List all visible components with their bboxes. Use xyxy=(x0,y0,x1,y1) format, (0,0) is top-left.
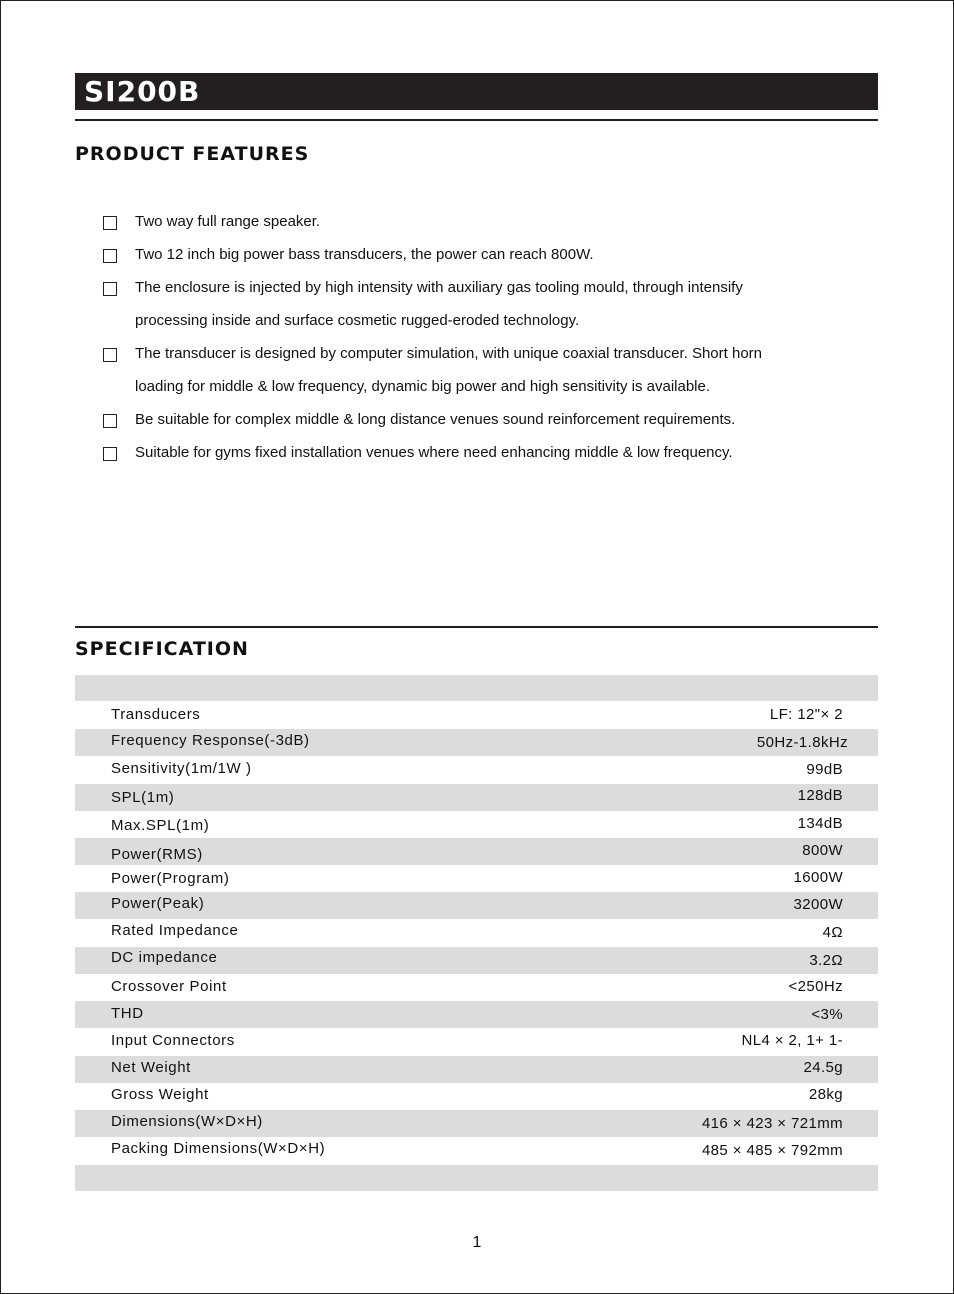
features-divider xyxy=(75,119,878,121)
feature-text: Two 12 inch big power bass transducers, the power can reach 800W. xyxy=(135,246,594,263)
spec-label: THD xyxy=(111,1005,144,1022)
table-row xyxy=(75,865,878,892)
checkbox-icon xyxy=(103,216,117,230)
spec-label: Net Weight xyxy=(111,1059,191,1076)
feature-list xyxy=(100,205,880,469)
feature-item xyxy=(100,271,880,337)
table-row xyxy=(75,1028,878,1056)
spec-table-header-band xyxy=(75,675,878,701)
table-row xyxy=(75,1110,878,1137)
features-heading: PRODUCT FEATURES xyxy=(75,143,310,165)
page-number: 1 xyxy=(472,1234,482,1251)
table-row xyxy=(75,919,878,947)
feature-text: Be suitable for complex middle & long distance venues sound reinforcement requirements. xyxy=(135,411,736,428)
checkbox-icon xyxy=(103,348,117,362)
spec-value: 4Ω xyxy=(822,924,843,941)
spec-value: 485 × 485 × 792mm xyxy=(701,1142,843,1159)
spec-table-footer-band xyxy=(75,1165,878,1191)
spec-value: 1600W xyxy=(793,869,843,886)
spec-value: 128dB xyxy=(797,787,843,804)
spec-label: SPL(1m) xyxy=(111,789,175,806)
table-row xyxy=(75,702,878,729)
spec-value: <250Hz xyxy=(788,978,843,995)
spec-label: Power(Peak) xyxy=(111,895,205,912)
specification-heading: SPECIFICATION xyxy=(75,638,249,660)
feature-item xyxy=(100,238,880,271)
spec-value: <3% xyxy=(811,1006,843,1023)
table-row xyxy=(75,974,878,1001)
model-title: SI200B xyxy=(84,75,201,108)
spec-value: 24.5g xyxy=(803,1059,843,1076)
spec-label: Power(Program) xyxy=(111,870,230,887)
spec-value: 50Hz-1.8kHz xyxy=(756,734,848,751)
spec-label: Input Connectors xyxy=(111,1032,235,1049)
table-row xyxy=(75,1056,878,1083)
checkbox-icon xyxy=(103,282,117,296)
feature-text: The enclosure is injected by high intensity with auxiliary gas tooling mould, through intensify xyxy=(135,279,743,296)
spec-label: Dimensions(W×D×H) xyxy=(111,1113,263,1130)
feature-text: Suitable for gyms fixed installation venues where need enhancing middle & low frequency. xyxy=(135,444,733,461)
feature-item xyxy=(100,205,880,238)
table-row xyxy=(75,947,878,974)
spec-label: Rated Impedance xyxy=(111,922,239,939)
feature-text: Two way full range speaker. xyxy=(135,213,321,230)
table-row xyxy=(75,729,878,756)
spec-label: Gross Weight xyxy=(111,1086,209,1103)
spec-label: Packing Dimensions(W×D×H) xyxy=(111,1140,326,1157)
feature-text-continued: loading for middle & low frequency, dynamic big power and high sensitivity is available. xyxy=(135,378,711,395)
spec-value: 28kg xyxy=(808,1086,843,1103)
spec-value: 3200W xyxy=(793,896,843,913)
spec-value: LF: 12"× 2 xyxy=(769,706,843,723)
spec-label: Frequency Response(-3dB) xyxy=(111,732,310,749)
table-row xyxy=(75,784,878,811)
checkbox-icon xyxy=(103,414,117,428)
feature-item xyxy=(100,403,880,436)
feature-item xyxy=(100,436,880,469)
spec-label: Max.SPL(1m) xyxy=(111,817,210,834)
checkbox-icon xyxy=(103,447,117,461)
feature-item xyxy=(100,337,880,403)
spec-value: 99dB xyxy=(806,761,843,778)
table-row xyxy=(75,1083,878,1110)
spec-value: 800W xyxy=(802,842,843,859)
feature-text: The transducer is designed by computer simulation, with unique coaxial transducer. Short horn xyxy=(135,345,763,362)
table-row xyxy=(75,811,878,838)
spec-label: Sensitivity(1m/1W ) xyxy=(111,760,252,777)
table-row xyxy=(75,838,878,865)
spec-label: Power(RMS) xyxy=(111,846,203,863)
table-row xyxy=(75,756,878,784)
table-row xyxy=(75,1137,878,1164)
specification-divider xyxy=(75,626,878,628)
table-row xyxy=(75,1001,878,1028)
spec-value: NL4 × 2, 1+ 1- xyxy=(741,1032,843,1049)
feature-text-continued: processing inside and surface cosmetic rugged-eroded technology. xyxy=(135,312,580,329)
table-row xyxy=(75,892,878,919)
spec-value: 416 × 423 × 721mm xyxy=(701,1115,843,1132)
spec-label: Transducers xyxy=(111,706,201,723)
spec-label: Crossover Point xyxy=(111,978,227,995)
spec-value: 134dB xyxy=(797,815,843,832)
checkbox-icon xyxy=(103,249,117,263)
spec-value: 3.2Ω xyxy=(809,952,843,969)
spec-label: DC impedance xyxy=(111,949,218,966)
